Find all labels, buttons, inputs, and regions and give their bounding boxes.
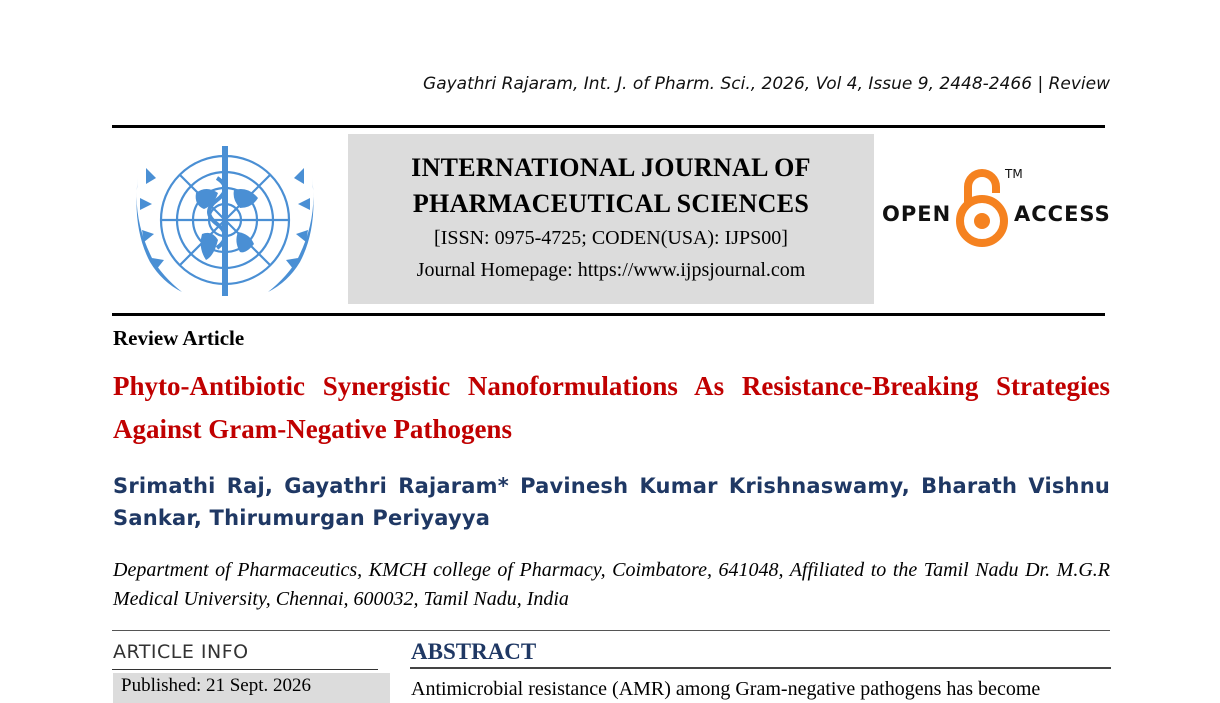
abstract-text: Antimicrobial resistance (AMR) among Gram-negative pathogens has become [411,678,1041,700]
abstract-rule [410,667,1111,669]
running-head: Gayathri Rajaram, Int. J. of Pharm. Sci., 2026, Vol 4, Issue 9, 2448-2466 | Review [423,74,1110,94]
journal-issn: [ISSN: 0975-4725; CODEN(USA): IJPS00] [434,227,788,249]
abstract-heading: ABSTRACT [411,639,537,664]
top-rule [112,125,1105,128]
published-date: Published: 21 Sept. 2026 [113,673,390,703]
author-list: Srimathi Raj, Gayathri Rajaram* Pavinesh Kumar Krishnaswamy, Bharath Vishnu Sankar, Thirumurgan Periyayya [113,474,1110,530]
article-title: Phyto-Antibiotic Synergistic Nanoformulations As Resistance-Breaking Strategies Against Gram-Negative Pathogens [113,371,1110,444]
affiliation: Department of Pharmaceutics, KMCH college of Pharmacy, Coimbatore, 641048, Affiliated to the Tamil Nadu Dr. M.G.R Medical University, Chennai, 600032, Tamil Nadu, India [113,559,1110,610]
open-lock-icon [954,165,1012,251]
article-info-rule [112,669,378,670]
masthead-bottom-rule [112,313,1105,316]
section-divider [112,630,1110,631]
trademark-mark: TM [1005,167,1023,181]
journal-name-line1: INTERNATIONAL JOURNAL OF [411,153,811,182]
open-access-access-text: ACCESS [1014,202,1111,226]
un-emblem-logo [126,138,324,308]
article-info-heading: ARTICLE INFO [113,641,249,663]
article-type: Review Article [113,326,245,350]
open-access-open-text: OPEN [882,202,952,226]
open-access-logo [880,165,1110,255]
journal-homepage[interactable]: Journal Homepage: https://www.ijpsjournal.com [416,259,806,281]
journal-name-line2: PHARMACEUTICAL SCIENCES [412,189,810,218]
journal-masthead [348,134,874,304]
